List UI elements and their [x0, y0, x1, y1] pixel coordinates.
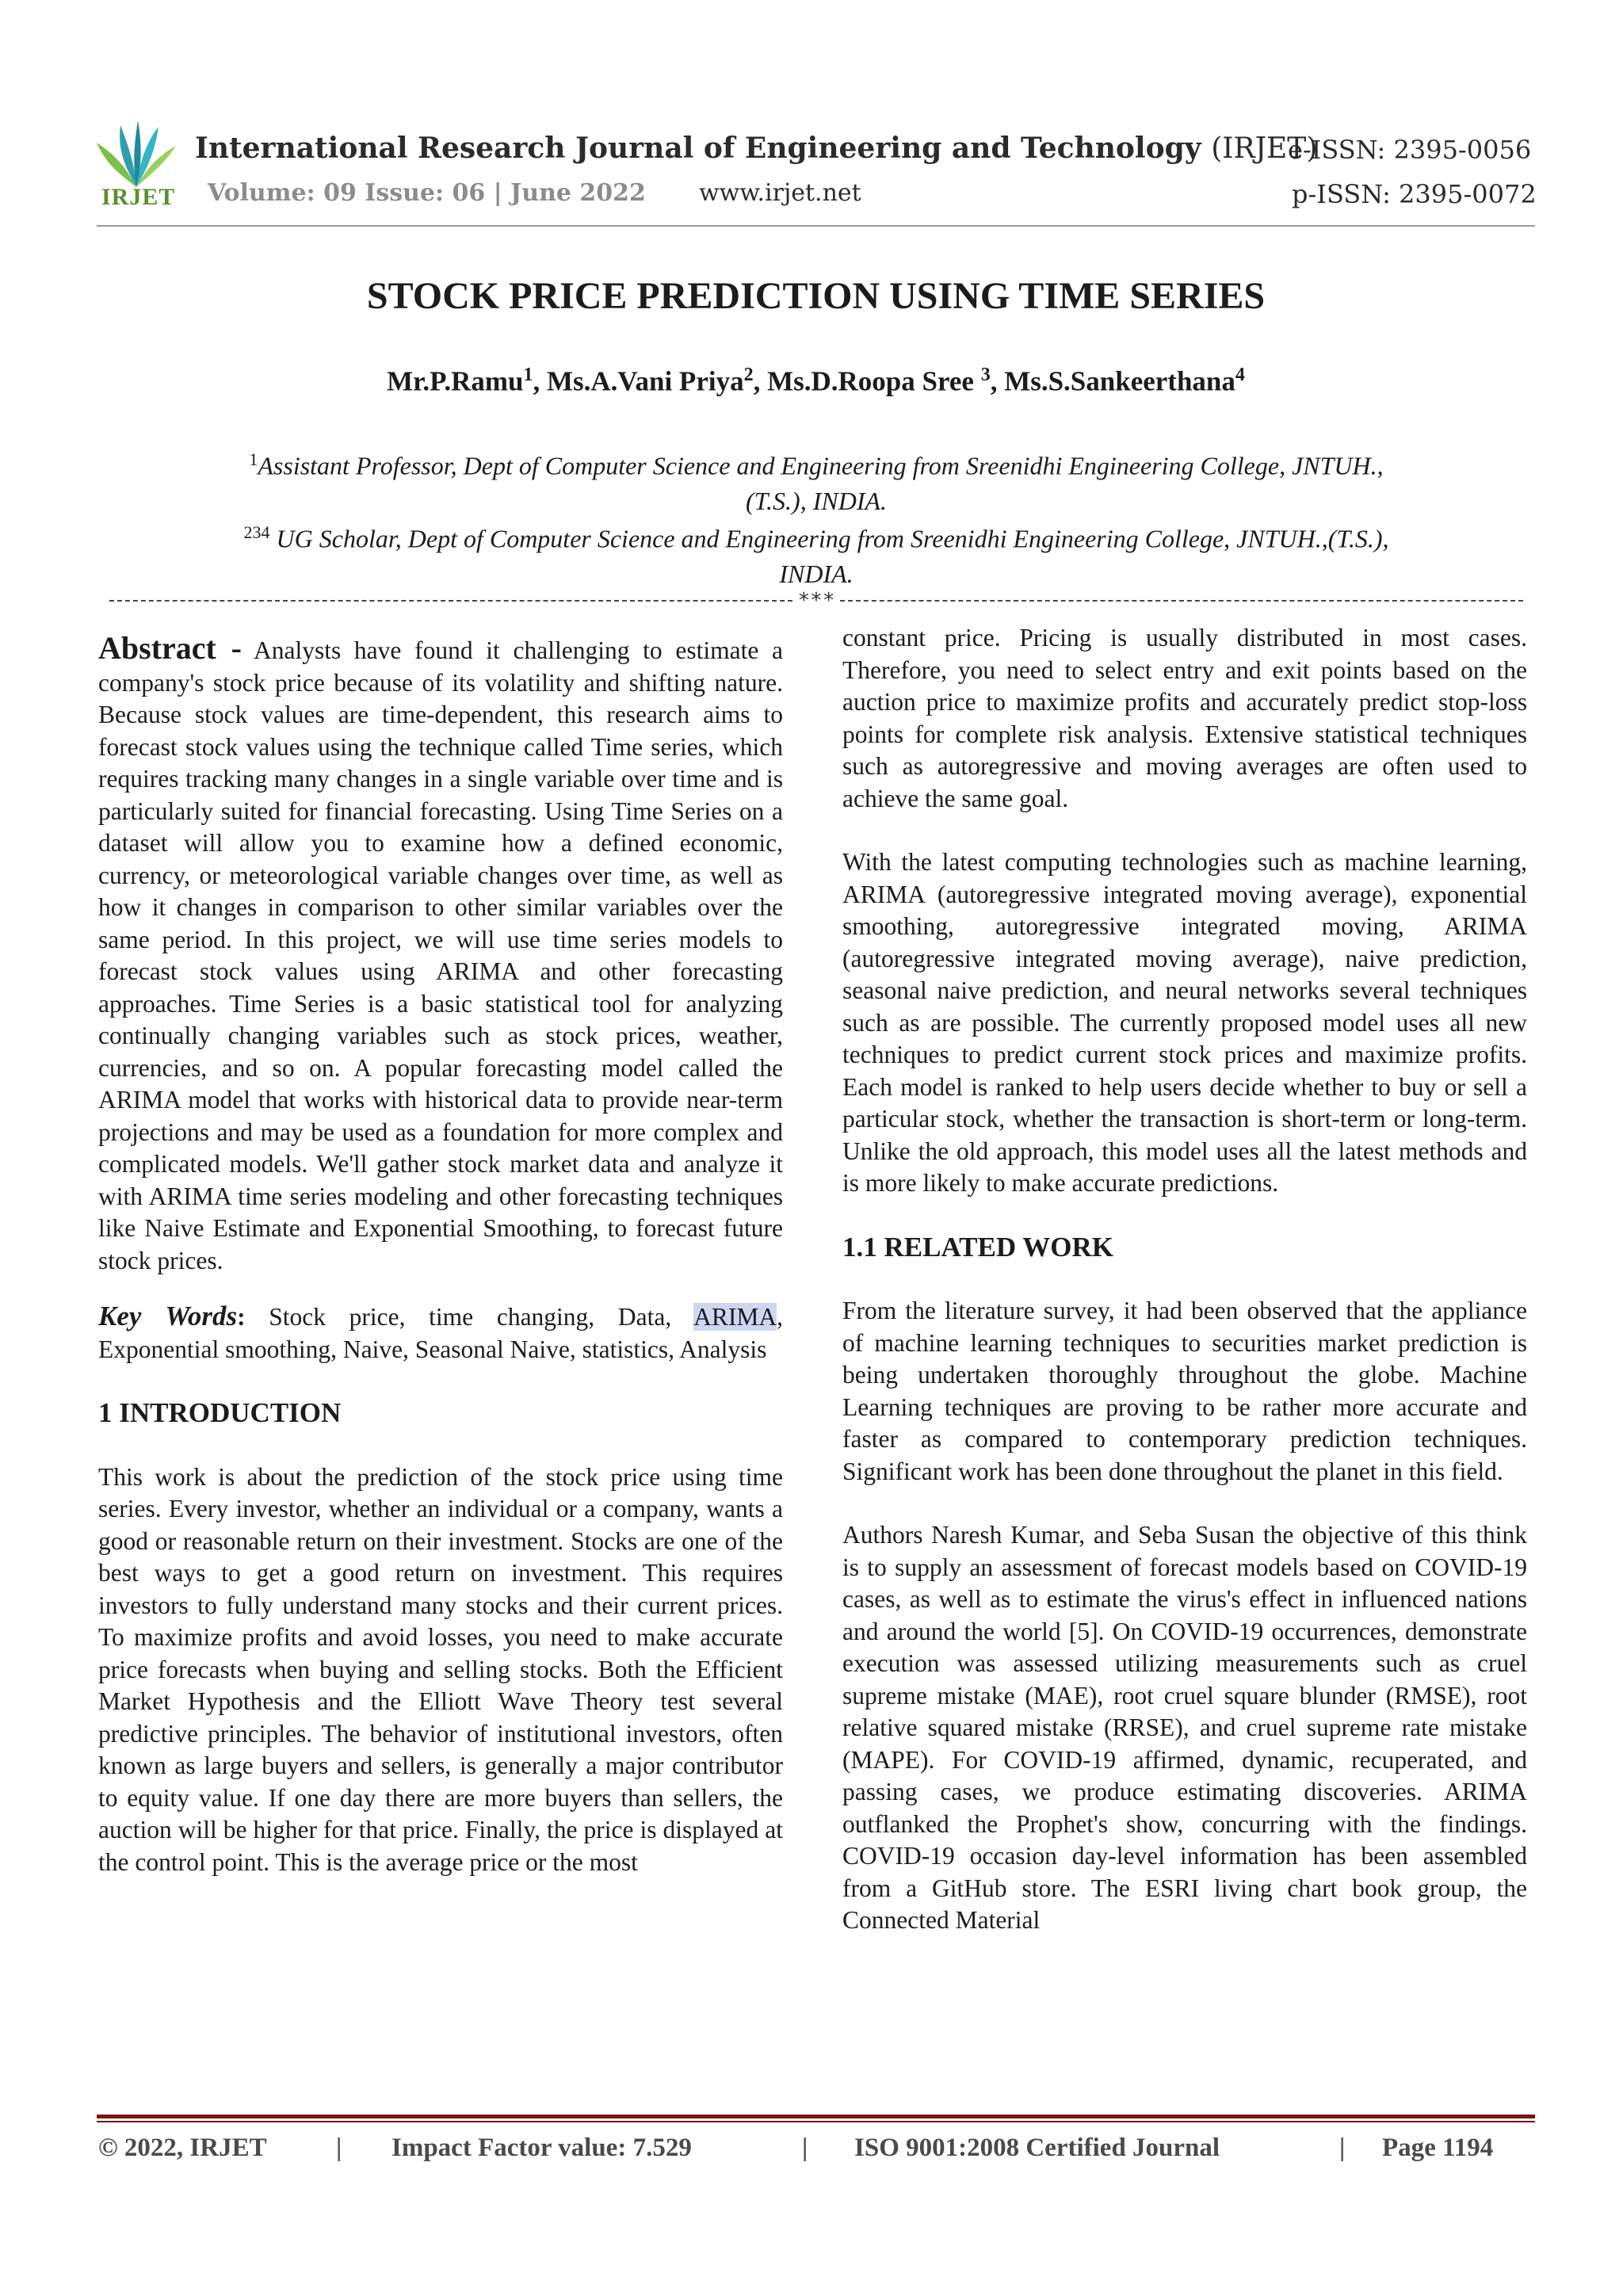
author-sup: 3 — [980, 365, 991, 385]
author-sup: 1 — [523, 365, 533, 385]
footer-divider: | — [1339, 2134, 1346, 2162]
footer-iso: ISO 9001:2008 Certified Journal — [854, 2134, 1220, 2162]
affiliation-1-line1 — [119, 442, 1514, 483]
keywords-text-rest: , Exponential smoothing, Naive, Seasonal Naive, statistics, Analysis — [98, 1303, 783, 1363]
right-para-1: constant price. Pricing is usually distributed in most cases. Therefore, you need to select entry and exit points based on the auction price to maximize profits and accurately predict stop-loss points for complete risk analysis. Extensive statistical techniques such as autoregressive and moving averages are often used to achieve the same goal. — [842, 624, 1527, 812]
affiliation-2-sup: 234 — [243, 522, 270, 542]
journal-abbr: (IRJET) — [1211, 132, 1318, 165]
footer-divider: | — [802, 2134, 808, 2162]
related-para-2: Authors Naresh Kumar, and Seba Susan the objective of this think is to supply an assessment of forecast models based on COVID-19 cases, as well as to estimate the virus's effect in influenced nations and around the world [5]. On COVID-19 occurrences, demonstrate execution was assessed utilizing measurements such as cruel supreme mistake (MAE), root cruel square blunder (RMSE), root relative squared mistake (RRSE), and cruel supreme rate mistake (MAPE). For COVID-19 affirmed, dynamic, recuperated, and passing cases, we produce estimating discoveries. ARIMA outflanked the Prophet's show, concurring with the findings. COVID-19 occasion day-level information has been assembled from a GitHub store. The ESRI living chart book group, the Connected Material — [842, 1521, 1527, 1934]
keywords-text: Stock price, time changing, Data, — [269, 1303, 694, 1331]
logo-text: IRJET — [101, 184, 176, 210]
intro-heading: 1 INTRODUCTION — [98, 1397, 342, 1428]
affiliation-2-text: UG Scholar, Dept of Computer Science and Engineering from Sreenidhi Engineering College, JNTUH.,(T.S.), — [269, 524, 1389, 553]
affiliation-1-sup: 1 — [249, 449, 258, 469]
page-footer — [97, 2134, 1535, 2170]
abstract-heading: Abstract - — [98, 630, 242, 666]
author-name: Ms.S.Sankeerthana — [1004, 365, 1235, 397]
separator-dash-left — [109, 600, 792, 602]
author-sep: , — [753, 365, 768, 397]
footer-impact-factor: Impact Factor value: 7.529 — [391, 2134, 692, 2162]
author-list — [97, 365, 1535, 398]
footer-rule-thick — [97, 2115, 1535, 2118]
title-separator — [103, 588, 1529, 612]
right-column — [842, 622, 1527, 1937]
footer-rule-thin — [97, 2121, 1535, 2122]
author-sup: 2 — [743, 365, 754, 385]
separator-dash-right — [840, 600, 1523, 602]
journal-name: International Research Journal of Engineering and Technology — [195, 132, 1201, 165]
affiliation-2 — [119, 515, 1514, 591]
paper-title: STOCK PRICE PREDICTION USING TIME SERIES — [366, 275, 1266, 317]
author-name: Mr.P.Ramu — [387, 365, 524, 397]
author-sup: 4 — [1235, 365, 1245, 385]
header-divider — [97, 225, 1535, 227]
affiliation-1-text: Assistant Professor, Dept of Computer Science and Engineering from Sreenidhi Engineering College, JNTUH., — [258, 451, 1384, 480]
journal-website-link[interactable]: www.irjet.net — [699, 179, 861, 207]
eissn: e-ISSN: 2395-0056 — [1288, 135, 1532, 165]
right-para-2: With the latest computing technologies such as machine learning, ARIMA (autoregressive integrated moving average), exponential smoothing, autoregressive integrated moving, ARIMA (autoregressive integrated moving average), naive prediction, seasonal naive prediction, and neural networks several techniques such as are possible. The currently proposed model uses all new techniques to predict current stock prices and maximize profits. Each model is ranked to help users decide whether to buy or sell a particular stock, whether the transaction is short-term or long-term. Unlike the old approach, this model uses all the latest methods and is more likely to make accurate predictions. — [842, 848, 1527, 1197]
abstract-text: Analysts have found it challenging to estimate a company's stock price because of its volatility and shifting nature. Because stock values are time-dependent, this research aims to forecast stock values using the technique called Time series, which requires tracking many changes in a single variable over time and is particularly suited for financial forecasting. Using Time Series on a dataset will allow you to examine how a defined economic, currency, or meteorological variable changes over time, as well as how it changes in comparison to other similar variables over the same period. In this project, we will use time series models to forecast stock values using ARIMA and other forecasting approaches. Time Series is a basic statistical tool for analyzing continually changing variables such as stock prices, weather, currencies, and so on. A popular forecasting model called the ARIMA model that works with historical data to provide near-term projections and may be used as a foundation for more complex and complicated models. We'll gather stock market data and analyze it with ARIMA time series modeling and other forecasting techniques like Naive Estimate and Exponential Smoothing, to forecast future stock prices. — [98, 636, 783, 1274]
footer-copyright: © 2022, IRJET — [98, 2134, 267, 2162]
abstract — [98, 632, 783, 1277]
left-column — [98, 632, 783, 1878]
irjet-logo — [94, 119, 179, 212]
keywords-heading: Key Words — [98, 1301, 238, 1331]
logo-leaf-icon — [94, 119, 179, 190]
author-name: Ms.D.Roopa Sree — [767, 365, 981, 397]
footer-page-number: Page 1194 — [1382, 2134, 1494, 2162]
related-para-1: From the literature survey, it had been observed that the appliance of machine learning techniques to securities market prediction is being undertaken thoroughly throughout the globe. Machine Learning techniques are proving to be rather more accurate and faster as compared to contemporary prediction techniques. Significant work has been done throughout the planet in this field. — [842, 1297, 1527, 1485]
author-sep: , — [533, 365, 547, 397]
intro-text: This work is about the prediction of the stock price using time series. Every investor, whether an individual or a company, wants a good or reasonable return on their investment. Stocks are one of the best ways to get a good return on investment. This requires investors to fully understand many stocks and their current prices. To maximize profits and avoid losses, you need to make accurate price forecasts when buying and selling stocks. Both the Efficient Market Hypothesis and the Elliott Wave Theory test several predictive principles. The behavior of institutional investors, often known as large buyers and sellers, is generally a major contributor to equity value. If one day there are more buyers than sellers, the auction will be higher for that price. Finally, the price is displayed at the control point. This is the average price or the most — [98, 1462, 783, 1876]
keywords-colon: : — [237, 1303, 269, 1331]
related-work-heading: 1.1 RELATED WORK — [842, 1231, 1113, 1263]
affiliation-1-line2: (T.S.), INDIA. — [745, 486, 888, 515]
affiliation-2-line2: INDIA. — [779, 559, 854, 588]
keywords — [98, 1301, 783, 1366]
keyword-highlight[interactable]: ARIMA — [693, 1303, 777, 1331]
author-name: Ms.A.Vani Priya — [547, 365, 744, 397]
pissn: p-ISSN: 2395-0072 — [1292, 179, 1537, 209]
affiliation-2-line1 — [119, 515, 1514, 556]
author-sep: , — [990, 365, 1005, 397]
volume-issue: Volume: 09 Issue: 06 | June 2022 — [208, 179, 646, 207]
journal-title — [195, 132, 1317, 165]
footer-divider: | — [336, 2134, 342, 2162]
affiliation-1 — [119, 442, 1514, 518]
separator-stars: *** — [797, 588, 835, 612]
